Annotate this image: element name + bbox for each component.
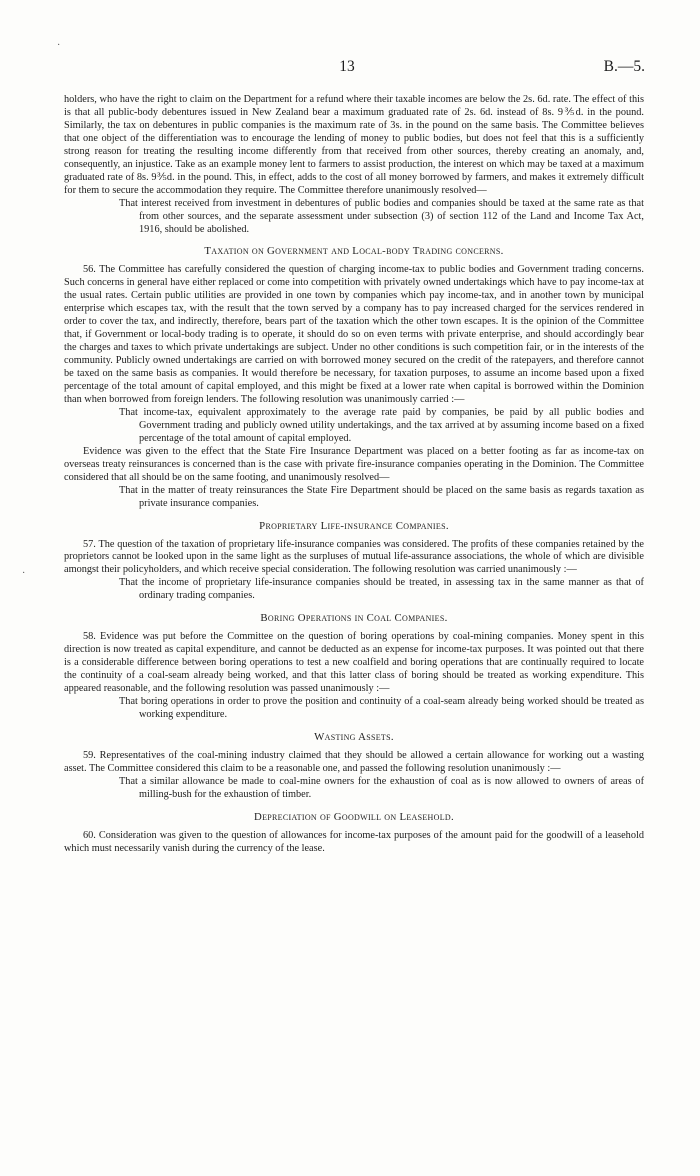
paragraph: 56. The Committee has carefully considered the question of charging income-tax to public bodies and Government trading concerns. Such concerns in general have either replaced or come into competition with privately owned undertakings which have to pay income-tax at the usual rates. Certain public utilities are provided in one town by companies which pay income-tax, and in another town by municipal enterprise which escapes tax, with the result that the town served by a company has to pay increased charged for the services rendered in order to cover the tax, and indirectly, therefore, bears part of the taxation which the other town escapes. It is the opinion of the Committee that, if Government or local-body trading is to operate, it should do so on even terms with private enterprise, and should accordingly bear the charges and taxes to which private undertakings are subject. Under no other conditions is such competition fair, or in the interests of the community. Publicly owned undertakings are carried on with borrowed money secured on the credit of the ratepayers, and therefore cannot be taxed on the same basis as companies. It would therefore be necessary, for taxation purposes, to assume an income based upon a fixed percentage of the total amount of capital employed, and this might be fixed at a lower rate when capital is borrowed within the Dominion than when borrowed from foreign lenders. The following resolution was unanimously carried :— (64, 264, 644, 405)
section-heading: Proprietary Life-insurance Companies. (259, 519, 449, 532)
margin-dot: · (57, 40, 61, 51)
resolution: That the income of proprietary life-insurance companies should be treated, in assessing tax in the same manner as that of ordinary trading companies. (119, 577, 644, 602)
resolution: That in the matter of treaty reinsurances the State Fire Department should be placed on the same basis as regards taxation as private insurance companies. (119, 484, 644, 509)
resolution: That a similar allowance be made to coal-mine owners for the exhaustion of coal as is now allowed to owners of areas of milling-bush for the exhaustion of timber. (119, 775, 644, 800)
paragraph: 58. Evidence was put before the Committee on the question of boring operations by coal-mining companies. Money spent in this direction is now treated as capital expenditure, and cannot be deducted as an expense for income-tax purposes. It was pointed out that there is a considerable difference between boring operations to test a new coalfield and boring operations that are continually required to locate the continuity of a coal-seam already being worked, and that this latter class of boring should be treated as working expenditure. This appeared reasonable, and the following resolution was passed unanimously :— (64, 631, 644, 695)
paragraph: holders, who have the right to claim on the Department for a refund where their taxable incomes are below the 2s. 6d. rate. The effect of this is that all public-body debentures issued in New Zealand bear a maximum graduated rate of 2s. 6d. instead of 8s. 9⅗d. in the pound. Similarly, the tax on debentures in public companies is the maximum rate of 3s. in the pound on the same basis. The Committee believes that one object of the differentiation was to encourage the lending of money to public bodies, but does not feel that this is a sufficiently strong reason for treating the resulting income differently from that received from other sources, thereby creating an anomaly, and, consequently, an injustice. Take as an example money lent to farmers to assist production, the interest on which may be taxed at a maximum graduated rate of 8s. 9⅗d. in the pound. This, in effect, adds to the cost of all money borrowed by farmers, and makes it extremely difficult for them to secure the accommodation they require. The Committee therefore unanimously resolved— (64, 94, 644, 196)
document-reference: B.—5. (603, 58, 645, 75)
resolution: That interest received from investment in debentures of public bodies and companies should be taxed at the same rate as that from other sources, and the separate assessment under subsection (3) of section 112 of the Land and Income Tax Act, 1916, should be abolished. (119, 197, 644, 235)
resolution: That boring operations in order to prove the position and continuity of a coal-seam already being worked should be treated as working expenditure. (119, 695, 644, 720)
section-heading: Boring Operations in Coal Companies. (260, 612, 448, 625)
paragraph: 60. Consideration was given to the question of allowances for income-tax purposes of the amount paid for the goodwill of a leasehold which must necessarily vanish during the currency of the lease. (64, 829, 644, 854)
page-number: 13 (339, 58, 355, 75)
paragraph: 59. Representatives of the coal-mining industry claimed that they should be allowed a certain allowance for working out a wasting asset. The Committee considered this claim to be a reasonable one, and passed the following resolution unanimously :— (64, 749, 644, 774)
resolution: That income-tax, equivalent approximately to the average rate paid by companies, be paid by all public bodies and Government trading and publicly owned utility undertakings, and the tax arrived at by assuming income based on a fixed percentage of the total amount of capital employed. (119, 406, 644, 444)
margin-dot: · (22, 568, 26, 579)
paragraph: 57. The question of the taxation of proprietary life-insurance companies was considered. The profits of these companies retained by the proprietors cannot be looked upon in the same light as the surpluses of mutual life-assurance associations, the whole of which are divisible amongst their policyholders, and which receive special consideration. The following resolution was carried unanimously :— (64, 538, 644, 576)
section-heading: Wasting Assets. (314, 730, 394, 743)
section-heading: Taxation on Government and Local-body Trading concerns. (204, 245, 504, 258)
page-body (64, 94, 644, 856)
paragraph: Evidence was given to the effect that the State Fire Insurance Department was placed on a better footing as far as income-tax on overseas treaty reinsurances is concerned than is the case with private fire-insurance companies operating in the Dominion. The Committee considered that all should be on the same footing, and unanimously resolved— (64, 445, 644, 483)
section-heading: Depreciation of Goodwill on Leasehold. (254, 810, 454, 823)
